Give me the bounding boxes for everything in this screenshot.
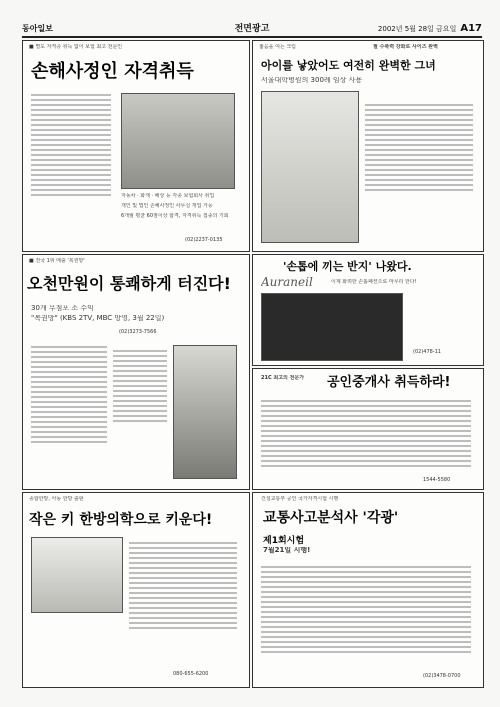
ad-lotto-body2 <box>113 347 167 425</box>
ad-ring-sub: 이제 화려한 손톱패션으로 마무리 한다! <box>331 279 417 285</box>
ad-broker-phone: 1544-5580 <box>423 477 451 483</box>
ad-ring-photo <box>261 293 403 361</box>
ad-baby-kicker: 필 수축력 강화로 사이즈 완벽 <box>373 44 438 50</box>
paper-name: 동아일보 <box>22 24 53 33</box>
ad-lotto-kicker: ■ 전국 1위 매출 '복권방' <box>29 258 85 264</box>
ad-lotto-sub2: "복권방" (KBS 2TV, MBC 방영, 3월 22일) <box>31 315 165 322</box>
ad-sonhae-body <box>31 91 111 199</box>
issue-date: 2002년 5월 28일 금요일 <box>377 25 457 33</box>
ad-sonhae-title: 손해사정인 자격취득 <box>31 61 194 82</box>
ad-lotto-title: 오천만원이 통쾌하게 터진다! <box>27 274 231 293</box>
ad-baby-tag: 젊음을 여는 크림 <box>259 44 296 50</box>
ad-herbal-photo <box>31 537 123 613</box>
ad-traffic-title: 교통사고분석사 '각광' <box>263 510 399 526</box>
ad-sonhae-photo <box>121 93 235 189</box>
ad-sonhae-bullet: 개인 및 법인 손해사정인 사무실 개업 가능 <box>121 203 213 209</box>
ad-traffic-exam: 제1회시험 <box>263 536 305 546</box>
ad-traffic <box>252 492 484 688</box>
ad-herbal-body <box>129 539 237 632</box>
ad-sonhae-phone: (02)2237-0135 <box>185 237 223 243</box>
ad-baby-sub: 서울대학병원의 300례 임상 사용 <box>261 77 363 84</box>
ad-ring-logo: Auraneil <box>261 275 313 289</box>
issue-info <box>378 22 482 36</box>
ad-baby <box>252 40 484 252</box>
ad-broker-body <box>261 397 471 470</box>
ad-baby-body <box>365 101 473 194</box>
ad-ring <box>252 254 484 366</box>
ad-baby-photo <box>261 91 359 243</box>
ad-sonhae <box>22 40 250 252</box>
ad-lotto-phone: (02)3273-7566 <box>119 329 157 335</box>
ad-sonhae-bullet: 자동차 · 화재 · 해상 등 각종 보험회사 취업 <box>121 193 215 199</box>
ad-lotto-sub1: 30개 무점포 소 수익 <box>31 305 94 312</box>
ad-ring-title: '손톱에 끼는 반지' 나왔다. <box>283 260 412 273</box>
ad-herbal-phone: 080-655-6200 <box>173 671 209 677</box>
section-title: 전면광고 <box>234 24 270 34</box>
ad-traffic-phone: (02)3478-0700 <box>423 673 461 679</box>
ad-herbal-title: 작은 키 한방의학으로 키운다! <box>29 512 213 528</box>
ad-lotto-machine <box>173 345 237 479</box>
ad-herbal-kicker: 종합한방, 아동 한방 출판 <box>29 496 84 502</box>
ad-broker <box>252 368 484 490</box>
ad-broker-badge: 21C 최고의 전문가 <box>261 375 305 381</box>
page-number: A17 <box>460 23 482 34</box>
ad-lotto <box>22 254 250 490</box>
ad-ring-phone: (02)478-11 <box>413 349 441 355</box>
ad-baby-title: 아이를 낳았어도 여전히 완벽한 그녀 <box>261 59 436 72</box>
ad-broker-title: 공인중개사 취득하라! <box>327 375 451 390</box>
page-header <box>22 22 482 38</box>
ad-traffic-body <box>261 563 471 656</box>
ad-traffic-exam-date: 7월21일 시행! <box>263 547 311 554</box>
ad-traffic-kicker: 건설교통부 공인 국가자격시험 시행 <box>261 496 339 502</box>
ad-lotto-body <box>31 343 107 446</box>
ad-sonhae-kicker: ■ 별도 자격증 취득 없이 보험 최고 전문인 <box>29 44 123 50</box>
ad-herbal <box>22 492 250 688</box>
ad-sonhae-bullet: 6개월 평균 60점이상 합격, 자격취득 접종의 기회 <box>121 213 229 219</box>
